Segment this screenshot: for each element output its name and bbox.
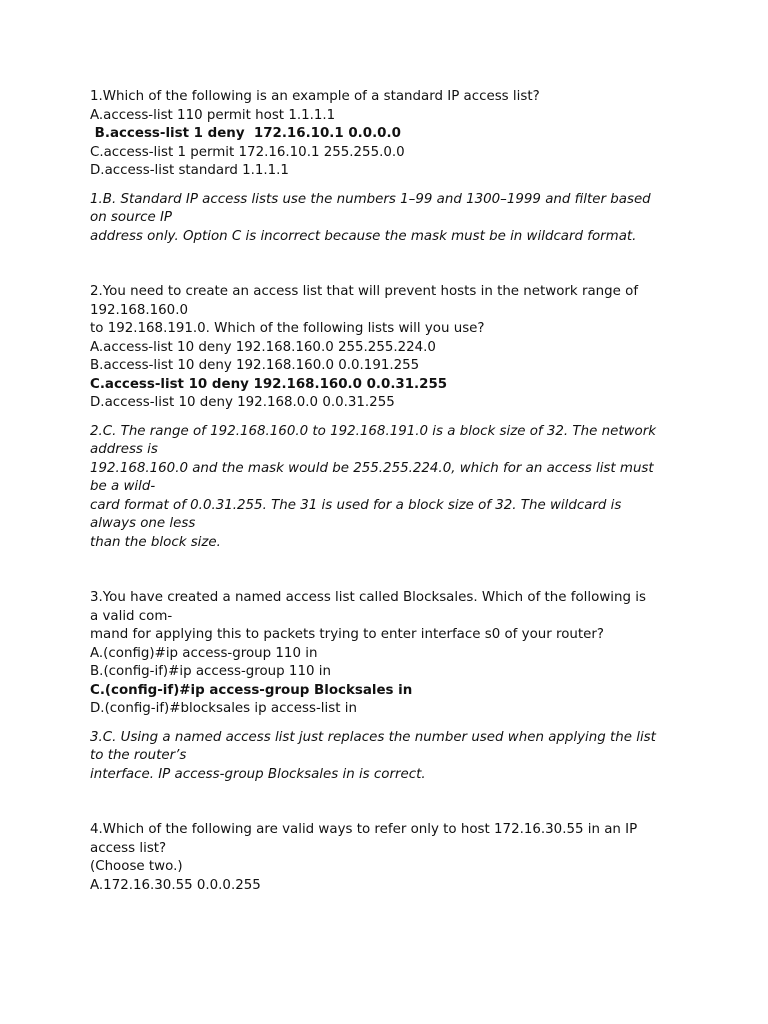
question-2-text: to 192.168.191.0. Which of the following lists will you use? [90,321,485,336]
question-2-option-a: A.access-list 10 deny 192.168.160.0 255.255.224.0 [90,339,436,355]
question-3-option-b: B.(config-if)#ip access-group 110 in [90,664,331,679]
question-3-text: 3.You have created a named access list called Blocksales. Which of the following is [90,590,646,605]
question-2-option-c-correct: C.access-list 10 deny 192.168.160.0 0.0.31.255 [90,376,448,392]
question-3 [90,589,690,784]
answer-line: always one less [90,516,196,531]
answer-line: be a wild- [90,479,156,494]
question-1-option-b-correct: B.access-list 1 deny 172.16.10.1 0.0.0.0 [90,126,401,141]
question-4-option-a: A.172.16.30.55 0.0.0.255 [90,877,261,893]
question-2 [90,283,690,552]
answer-line: 2.C. The range of 192.168.160.0 to 192.168.191.0 is a block size of 32. The network [90,423,656,439]
document-page [90,88,690,895]
answer-line: than the block size. [90,534,221,550]
question-2-text: 192.168.160.0 [90,302,188,318]
answer-line: address only. Option C is incorrect because the mask must be in wildcard format. [90,228,637,244]
answer-line: on source IP [90,210,172,225]
question-4-text: 4.Which of the following are valid ways to refer only to host 172.16.30.55 in an IP [90,822,638,837]
question-4-text: (Choose two.) [90,859,183,874]
question-2-answer [90,423,690,553]
answer-line: card format of 0.0.31.255. The 31 is used for a block size of 32. The wildcard is [90,497,622,513]
question-4 [90,821,690,895]
question-3-option-c-correct: C.(config-if)#ip access-group Blocksales in [90,682,413,698]
question-3-option-a: A.(config)#ip access-group 110 in [90,645,318,661]
question-3-text: mand for applying this to packets trying to enter interface s0 of your router? [90,627,605,642]
question-1-text: 1.Which of the following is an example of a standard IP access list? [90,89,540,104]
question-2-option-b: B.access-list 10 deny 192.168.160.0 0.0.191.255 [90,358,420,373]
question-3-option-d: D.(config-if)#blocksales ip access-list in [90,701,357,716]
question-1-option-c: C.access-list 1 permit 172.16.10.1 255.255.0.0 [90,144,405,160]
question-4-text: access list? [90,840,167,856]
question-1 [90,88,690,246]
answer-line: to the router’s [90,748,187,763]
answer-line: address is [90,442,158,457]
answer-line: interface. IP access-group Blocksales in is correct. [90,766,426,782]
question-1-answer [90,191,690,247]
question-3-text: a valid com- [90,608,173,624]
answer-line: 3.C. Using a named access list just replaces the number used when applying the list [90,729,656,745]
answer-line: 192.168.160.0 and the mask would be 255.255.224.0, which for an access list must [90,460,654,476]
question-2-text: 2.You need to create an access list that will prevent hosts in the network range of [90,284,639,299]
answer-line: 1.B. Standard IP access lists use the numbers 1–99 and 1300–1999 and filter based [90,191,651,207]
question-1-option-d: D.access-list standard 1.1.1.1 [90,163,289,178]
question-3-answer [90,729,690,785]
question-2-option-d: D.access-list 10 deny 192.168.0.0 0.0.31.255 [90,395,395,410]
question-1-option-a: A.access-list 110 permit host 1.1.1.1 [90,107,336,123]
